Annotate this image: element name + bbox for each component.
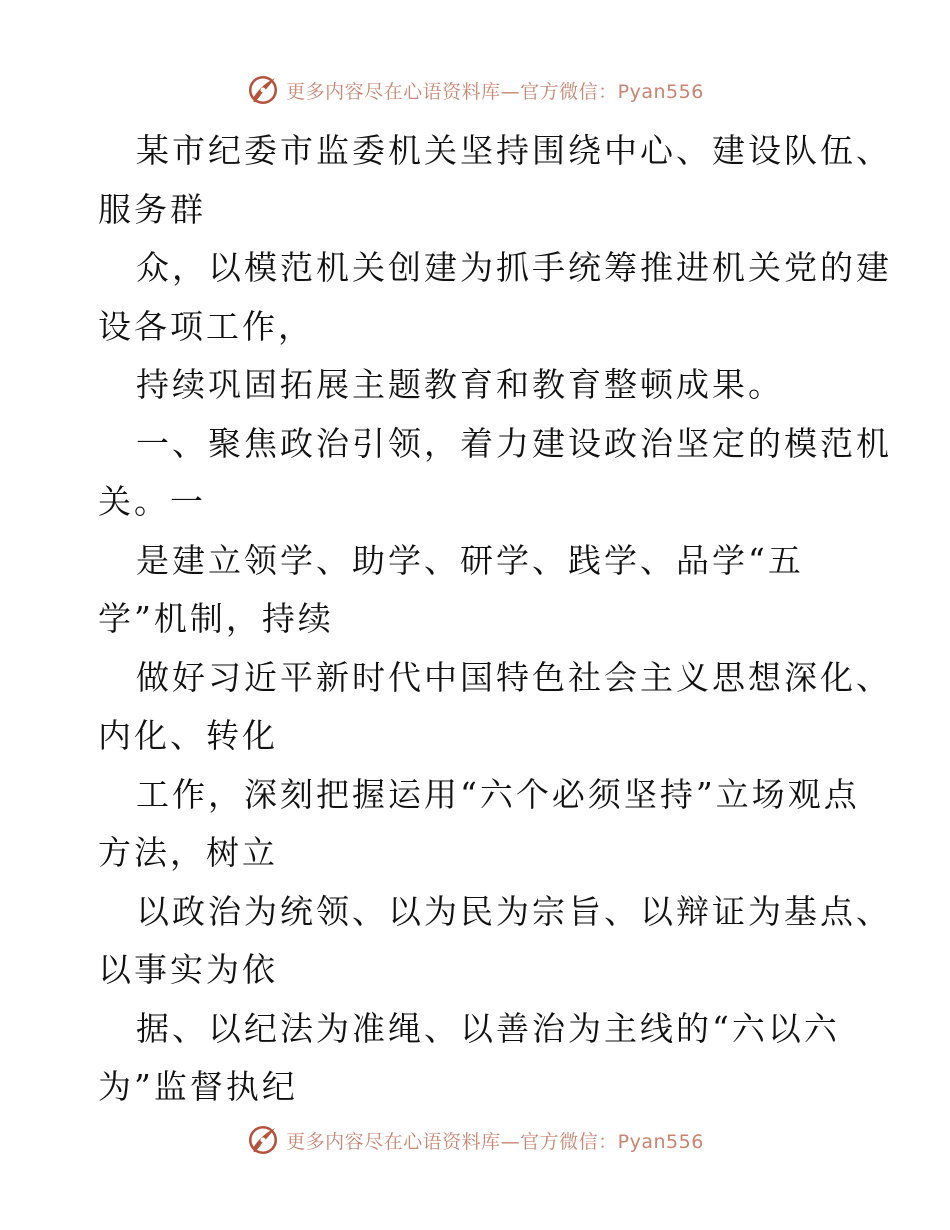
text-line: 一、聚焦政治引领，着力建设政治坚定的模范机 [136, 423, 892, 463]
text-line: 学”机制，持续 [98, 599, 334, 638]
text-line: 据、以纪法为准绳、以善治为主线的“六以六 [136, 1008, 840, 1048]
text-line: 方法，树立 [98, 833, 278, 872]
quill-logo-icon [246, 1123, 280, 1157]
watermark-text: 更多内容尽在心语资料库—官方微信：Pyan556 [286, 80, 704, 103]
text-line: 做好习近平新时代中国特色社会主义思想深化、 [136, 657, 892, 697]
watermark-text: 更多内容尽在心语资料库—官方微信：Pyan556 [286, 1130, 704, 1153]
header-watermark [0, 72, 950, 108]
text-line: 为”监督执纪 [98, 1067, 298, 1106]
text-line: 以事实为依 [98, 950, 278, 989]
document-body [98, 122, 892, 1117]
text-line: 关。一 [98, 482, 206, 521]
footer-watermark [0, 1122, 950, 1158]
text-line: 是建立领学、助学、研学、践学、品学“五 [136, 540, 804, 580]
text-line: 服务群 [98, 189, 206, 229]
text-line: 内化、转化 [98, 716, 278, 755]
text-line: 设各项工作， [98, 306, 314, 346]
quill-logo-icon [246, 73, 280, 107]
text-line: 众，以模范机关创建为抓手统筹推进机关党的建 [136, 248, 892, 287]
text-line: 工作，深刻把握运用“六个必须坚持”立场观点 [136, 774, 860, 814]
text-line: 以政治为统领、以为民为宗旨、以辩证为基点、 [136, 891, 892, 931]
text-line: 某市纪委市监委机关坚持围绕中心、建设队伍、 [136, 131, 892, 170]
text-line: 持续巩固拓展主题教育和教育整顿成果。 [136, 365, 784, 404]
